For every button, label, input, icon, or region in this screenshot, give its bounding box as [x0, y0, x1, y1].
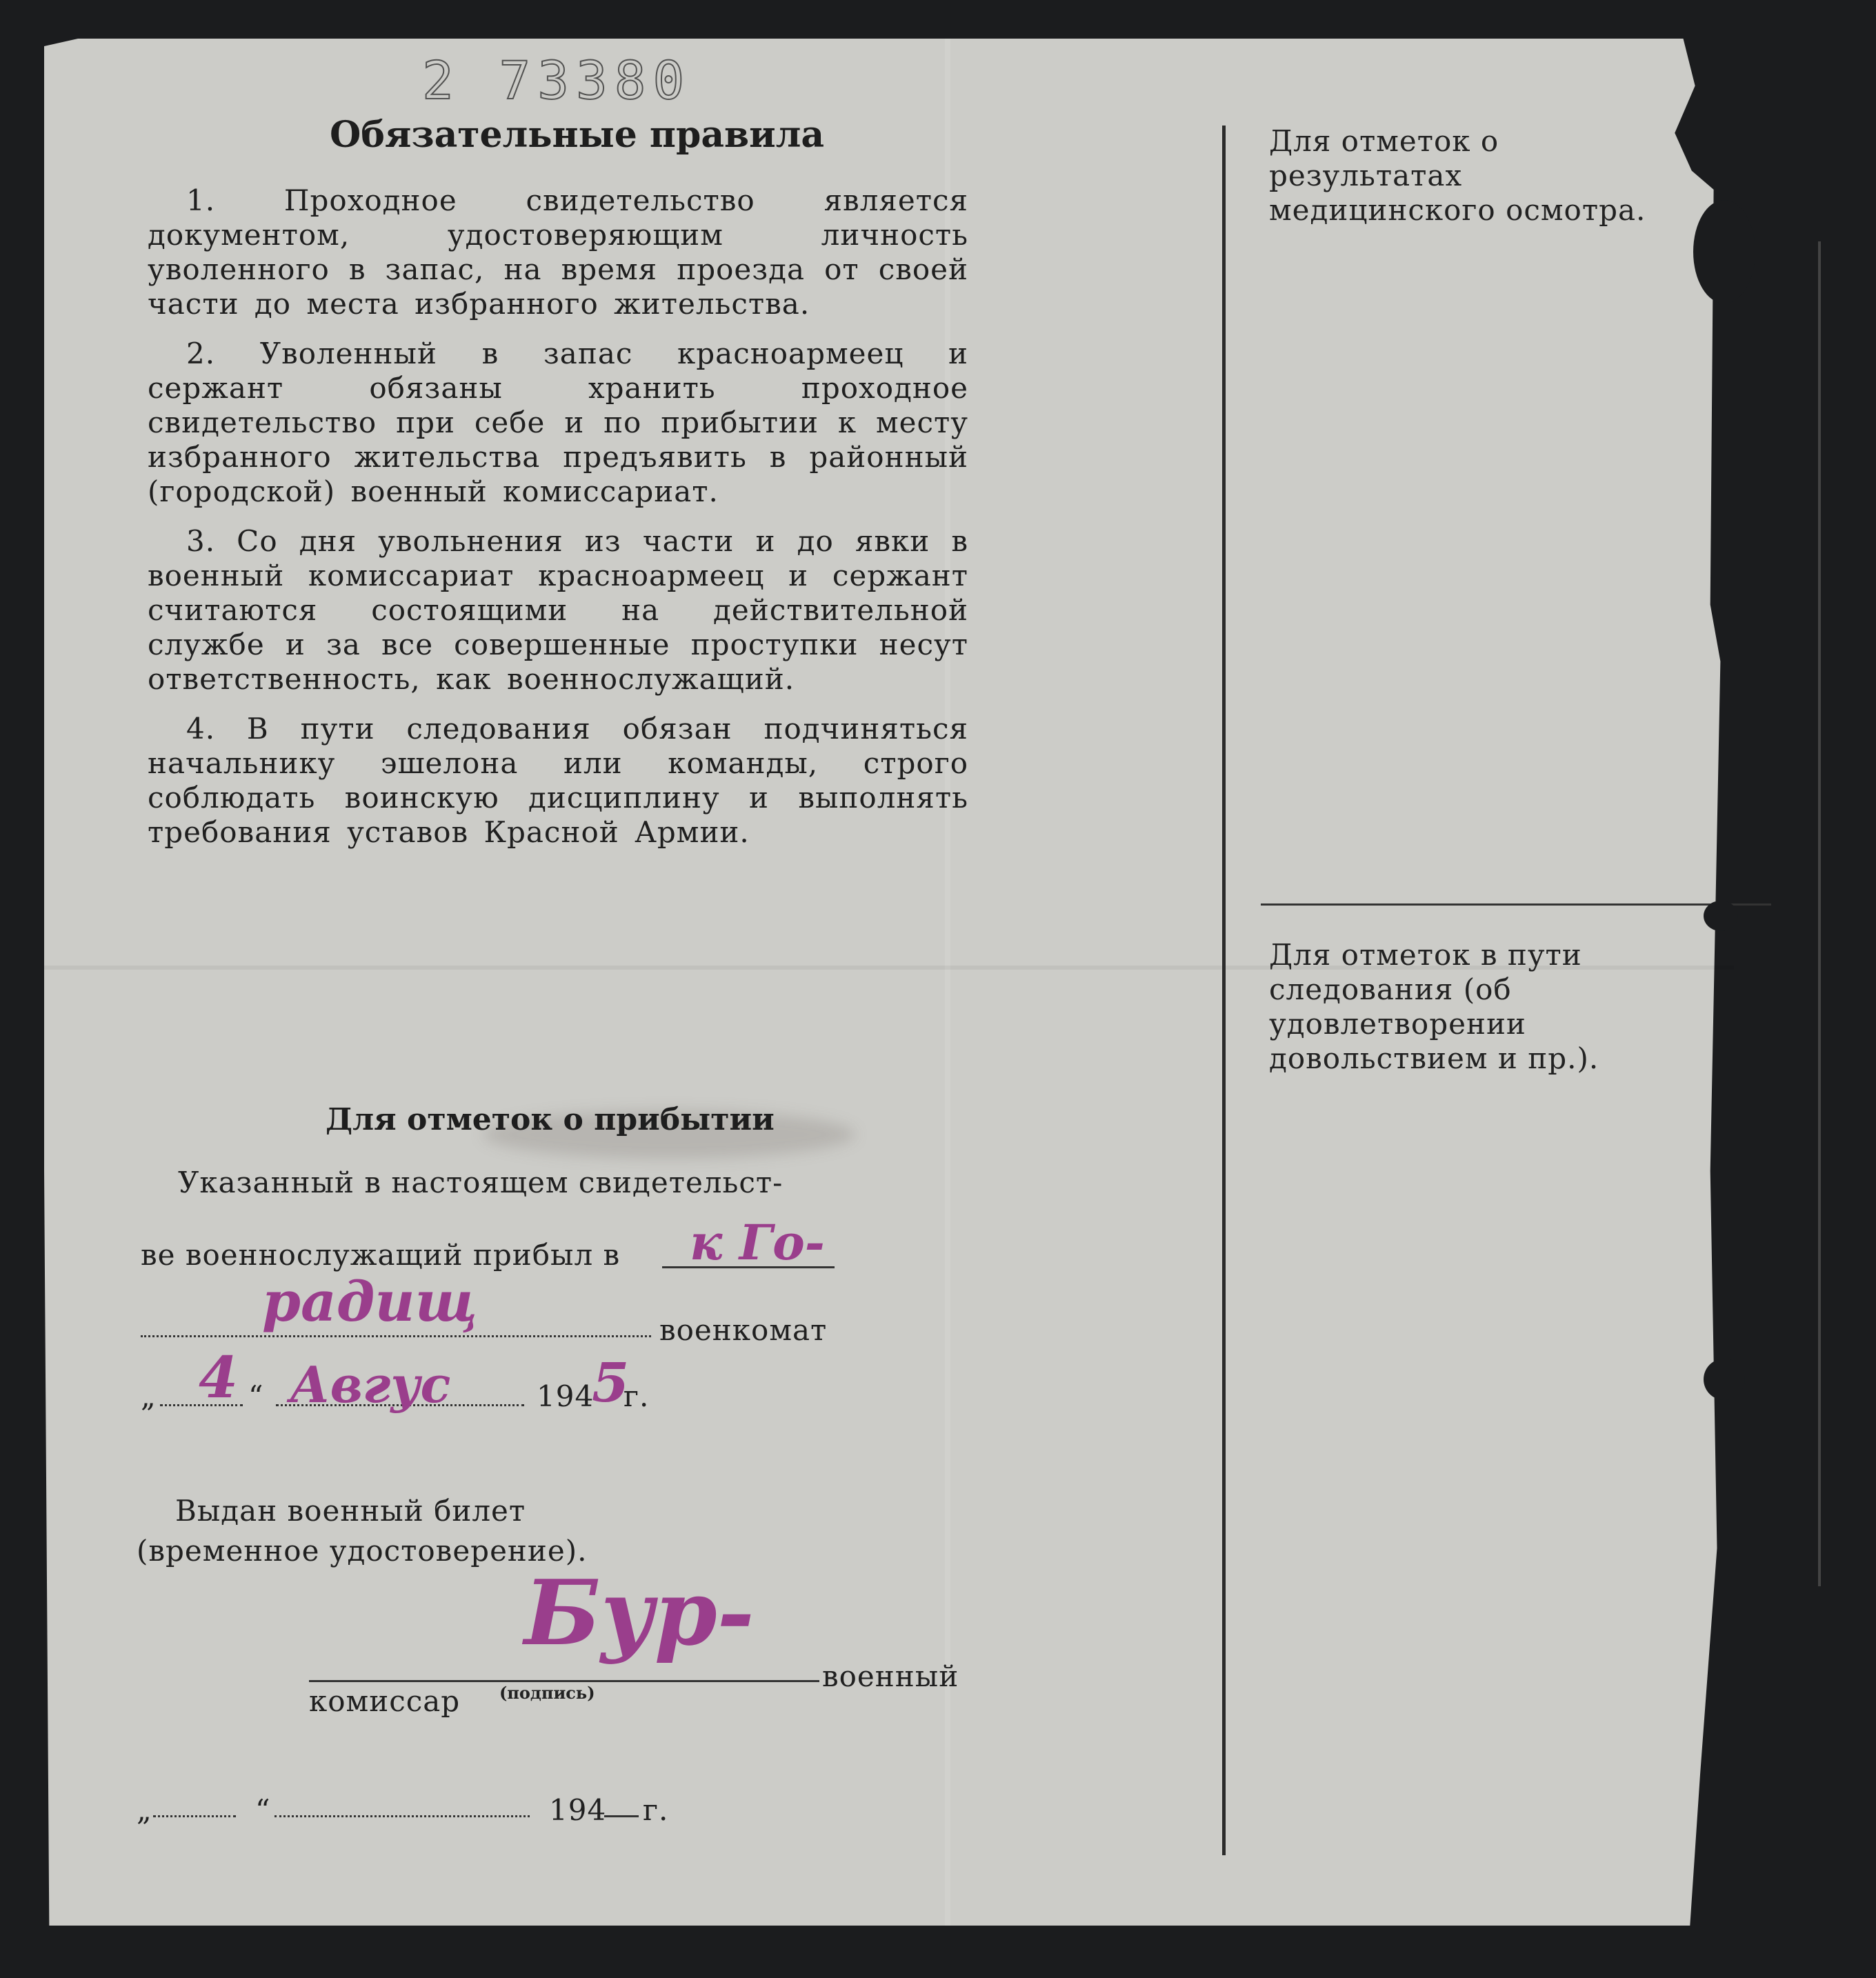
serial-number: 2 73380	[422, 50, 692, 111]
year-suffix: г.	[623, 1379, 650, 1413]
right-edge-line	[1818, 241, 1821, 1586]
tear-notch	[1704, 901, 1738, 931]
tear-hole	[1704, 1359, 1745, 1400]
handwritten-day: 4	[199, 1345, 239, 1411]
handwritten-year-digit: 5	[592, 1352, 630, 1415]
date-open-quote: „	[141, 1379, 157, 1413]
handwritten-month: Авгус	[290, 1355, 451, 1414]
bottom-date-open-quote: „	[137, 1793, 152, 1827]
year-prefix: 194	[537, 1379, 595, 1413]
voenkomat-label: военкомат	[659, 1313, 828, 1347]
signature-line	[309, 1680, 819, 1682]
route-notes-heading: Для отметок в пути следования (об удовлетворении довольствием и пр.).	[1269, 938, 1599, 1075]
rule-4: 4. В пути следования обязан подчиняться начальнику эшелона или команды, строго соблюдать воинскую дисциплину и выполнять требования уставов Красной Армии.	[148, 712, 968, 849]
handwritten-place-1: к Го-	[690, 1214, 825, 1271]
bottom-year-blank	[604, 1815, 639, 1817]
date-close-quote: “	[248, 1379, 264, 1413]
tear-damage	[1693, 200, 1755, 303]
bottom-day-blank	[153, 1815, 236, 1817]
handwritten-signature: Бур-	[524, 1560, 755, 1666]
handwritten-place-2: радищ	[262, 1269, 478, 1334]
arrival-line-2: ве военнослужащий прибыл в	[141, 1238, 621, 1272]
medical-exam-heading: Для отметок о результатах медицинского осмотра.	[1269, 124, 1646, 227]
right-panel-divider	[1261, 903, 1771, 906]
place-blank-2	[141, 1335, 651, 1337]
rule-1: 1. Проходное свидетельство является документом, удостоверяющим личность уволенного в запас, на время проезда от своей части до места избранного жительства.	[148, 183, 968, 321]
bottom-month-blank	[275, 1815, 530, 1817]
arrival-line-1: Указанный в настоящем свидетельст-	[178, 1166, 784, 1199]
rules-list	[148, 183, 968, 865]
rule-3: 3. Со дня увольнения из части и до явки в военный комиссариат красноармеец и сержант считаются состоящими на действительной службе и за все совершенные проступки несут ответственность, как военнослужащий.	[148, 524, 968, 696]
signature-caption: (подпись)	[499, 1683, 595, 1703]
issued-line-2: (временное удостоверение).	[137, 1534, 588, 1568]
bottom-year-prefix: 194	[549, 1793, 607, 1827]
arrival-heading: Для отметок о прибытии	[326, 1102, 775, 1137]
column-divider	[1222, 126, 1226, 1855]
bottom-year-suffix: г.	[643, 1793, 669, 1827]
issued-line-1: Выдан военный билет	[175, 1494, 526, 1528]
commissar-suffix: военный	[822, 1659, 959, 1693]
rule-2: 2. Уволенный в запас красноармеец и сержант обязаны хранить проходное свидетельство при себе и по прибытии к месту избранного жительства предъявить в районный (городской) военный комиссариат.	[148, 337, 968, 508]
commissar-label: комиссар	[309, 1684, 461, 1718]
bottom-date-close-quote: “	[255, 1793, 271, 1827]
page-title: Обязательные правила	[330, 114, 825, 156]
